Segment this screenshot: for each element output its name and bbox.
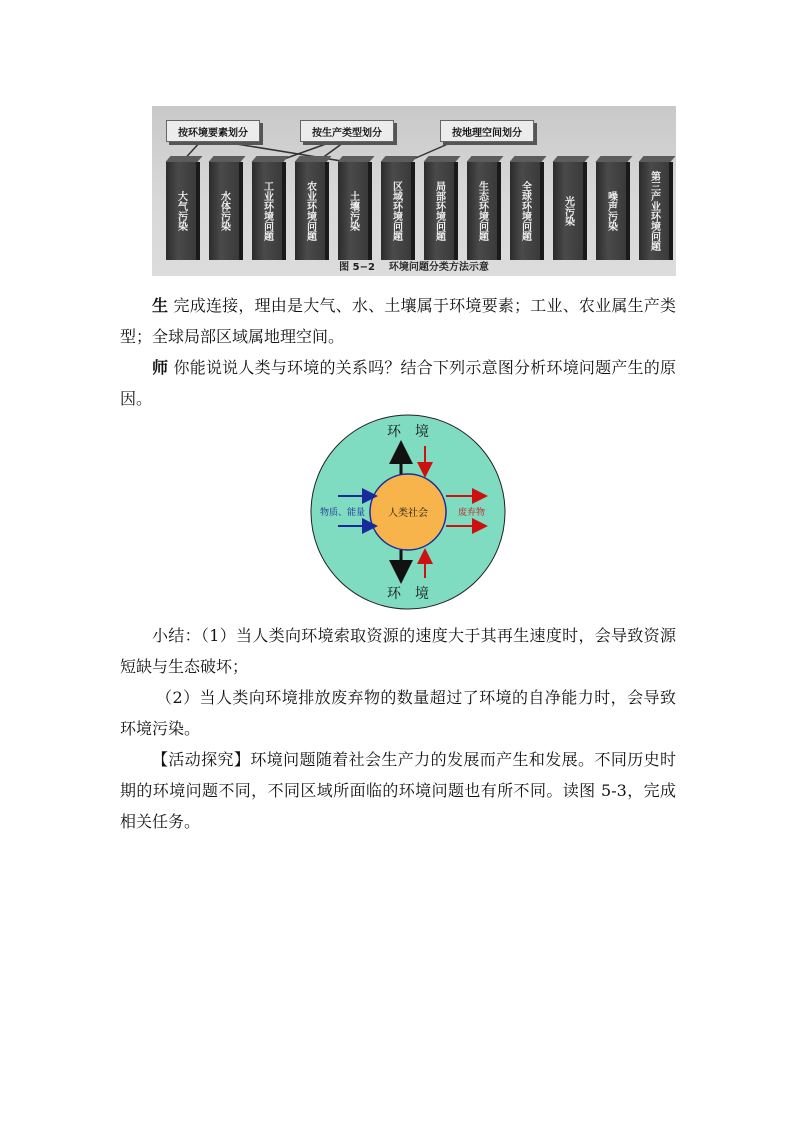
pillar-ecological: 生态环境问题: [467, 162, 501, 260]
pillar-local: 局部环境问题: [424, 162, 458, 260]
caption-number: 图 5−2: [339, 262, 375, 273]
pillar-soil-pollution: 土壤污染: [338, 162, 372, 260]
category-by-geography: 按地理空间划分: [440, 120, 534, 142]
pillar-agricultural: 农业环境问题: [295, 162, 329, 260]
pillar-regional: 区域环境问题: [381, 162, 415, 260]
summary-point-1: 小结：（1）当人类向环境索取资源的速度大于其再生速度时，会导致资源短缺与生态破坏；: [120, 626, 676, 676]
student-answer: [120, 290, 676, 352]
pillar-water-pollution: 水体污染: [209, 162, 243, 260]
pillar-noise-pollution: 噪声污染: [596, 162, 630, 260]
pillar-global: 全球环境问题: [510, 162, 544, 260]
teacher-question: [120, 352, 676, 414]
teacher-question-text: 你能说说人类与环境的关系吗？结合下列示意图分析环境问题产生的原因。: [120, 358, 676, 408]
diagram-human-environment: [308, 412, 508, 612]
activity-exploration: 【活动探究】环境问题随着社会生产力的发展而产生和发展。不同历史时期的环境问题不同，不同区域所面临的环境问题也有所不同。读图 5-3，完成相关任务。: [120, 750, 676, 831]
student-answer-text: 完成连接，理由是大气、水、土壤属于环境要素；工业、农业属生产类型；全球局部区域属地理空间。: [120, 296, 676, 346]
category-by-element: 按环境要素划分: [166, 120, 260, 142]
label-human-society: 人类社会: [388, 508, 428, 519]
pillar-light-pollution: 光污染: [553, 162, 587, 260]
label-environment-bottom: 环 境: [387, 586, 429, 602]
speaker-teacher: 师: [152, 358, 169, 377]
summary-point-2: （2）当人类向环境排放废弃物的数量超过了环境的自净能力时，会导致环境污染。: [120, 688, 676, 738]
pillar-air-pollution: 大气污染: [166, 162, 200, 260]
figure-caption: [152, 258, 676, 273]
pillar-tertiary: 第三产业环境问题: [639, 162, 673, 260]
caption-text: 环境问题分类方法示意: [388, 262, 489, 273]
label-matter-energy: 物质、能量: [320, 508, 366, 518]
label-environment-top: 环 境: [387, 424, 429, 440]
label-waste: 废弃物: [458, 508, 486, 518]
pillar-industrial: 工业环境问题: [252, 162, 286, 260]
category-by-production: 按生产类型划分: [300, 120, 394, 142]
figure-environment-classification: [152, 106, 676, 276]
speaker-student: 生: [152, 296, 169, 315]
